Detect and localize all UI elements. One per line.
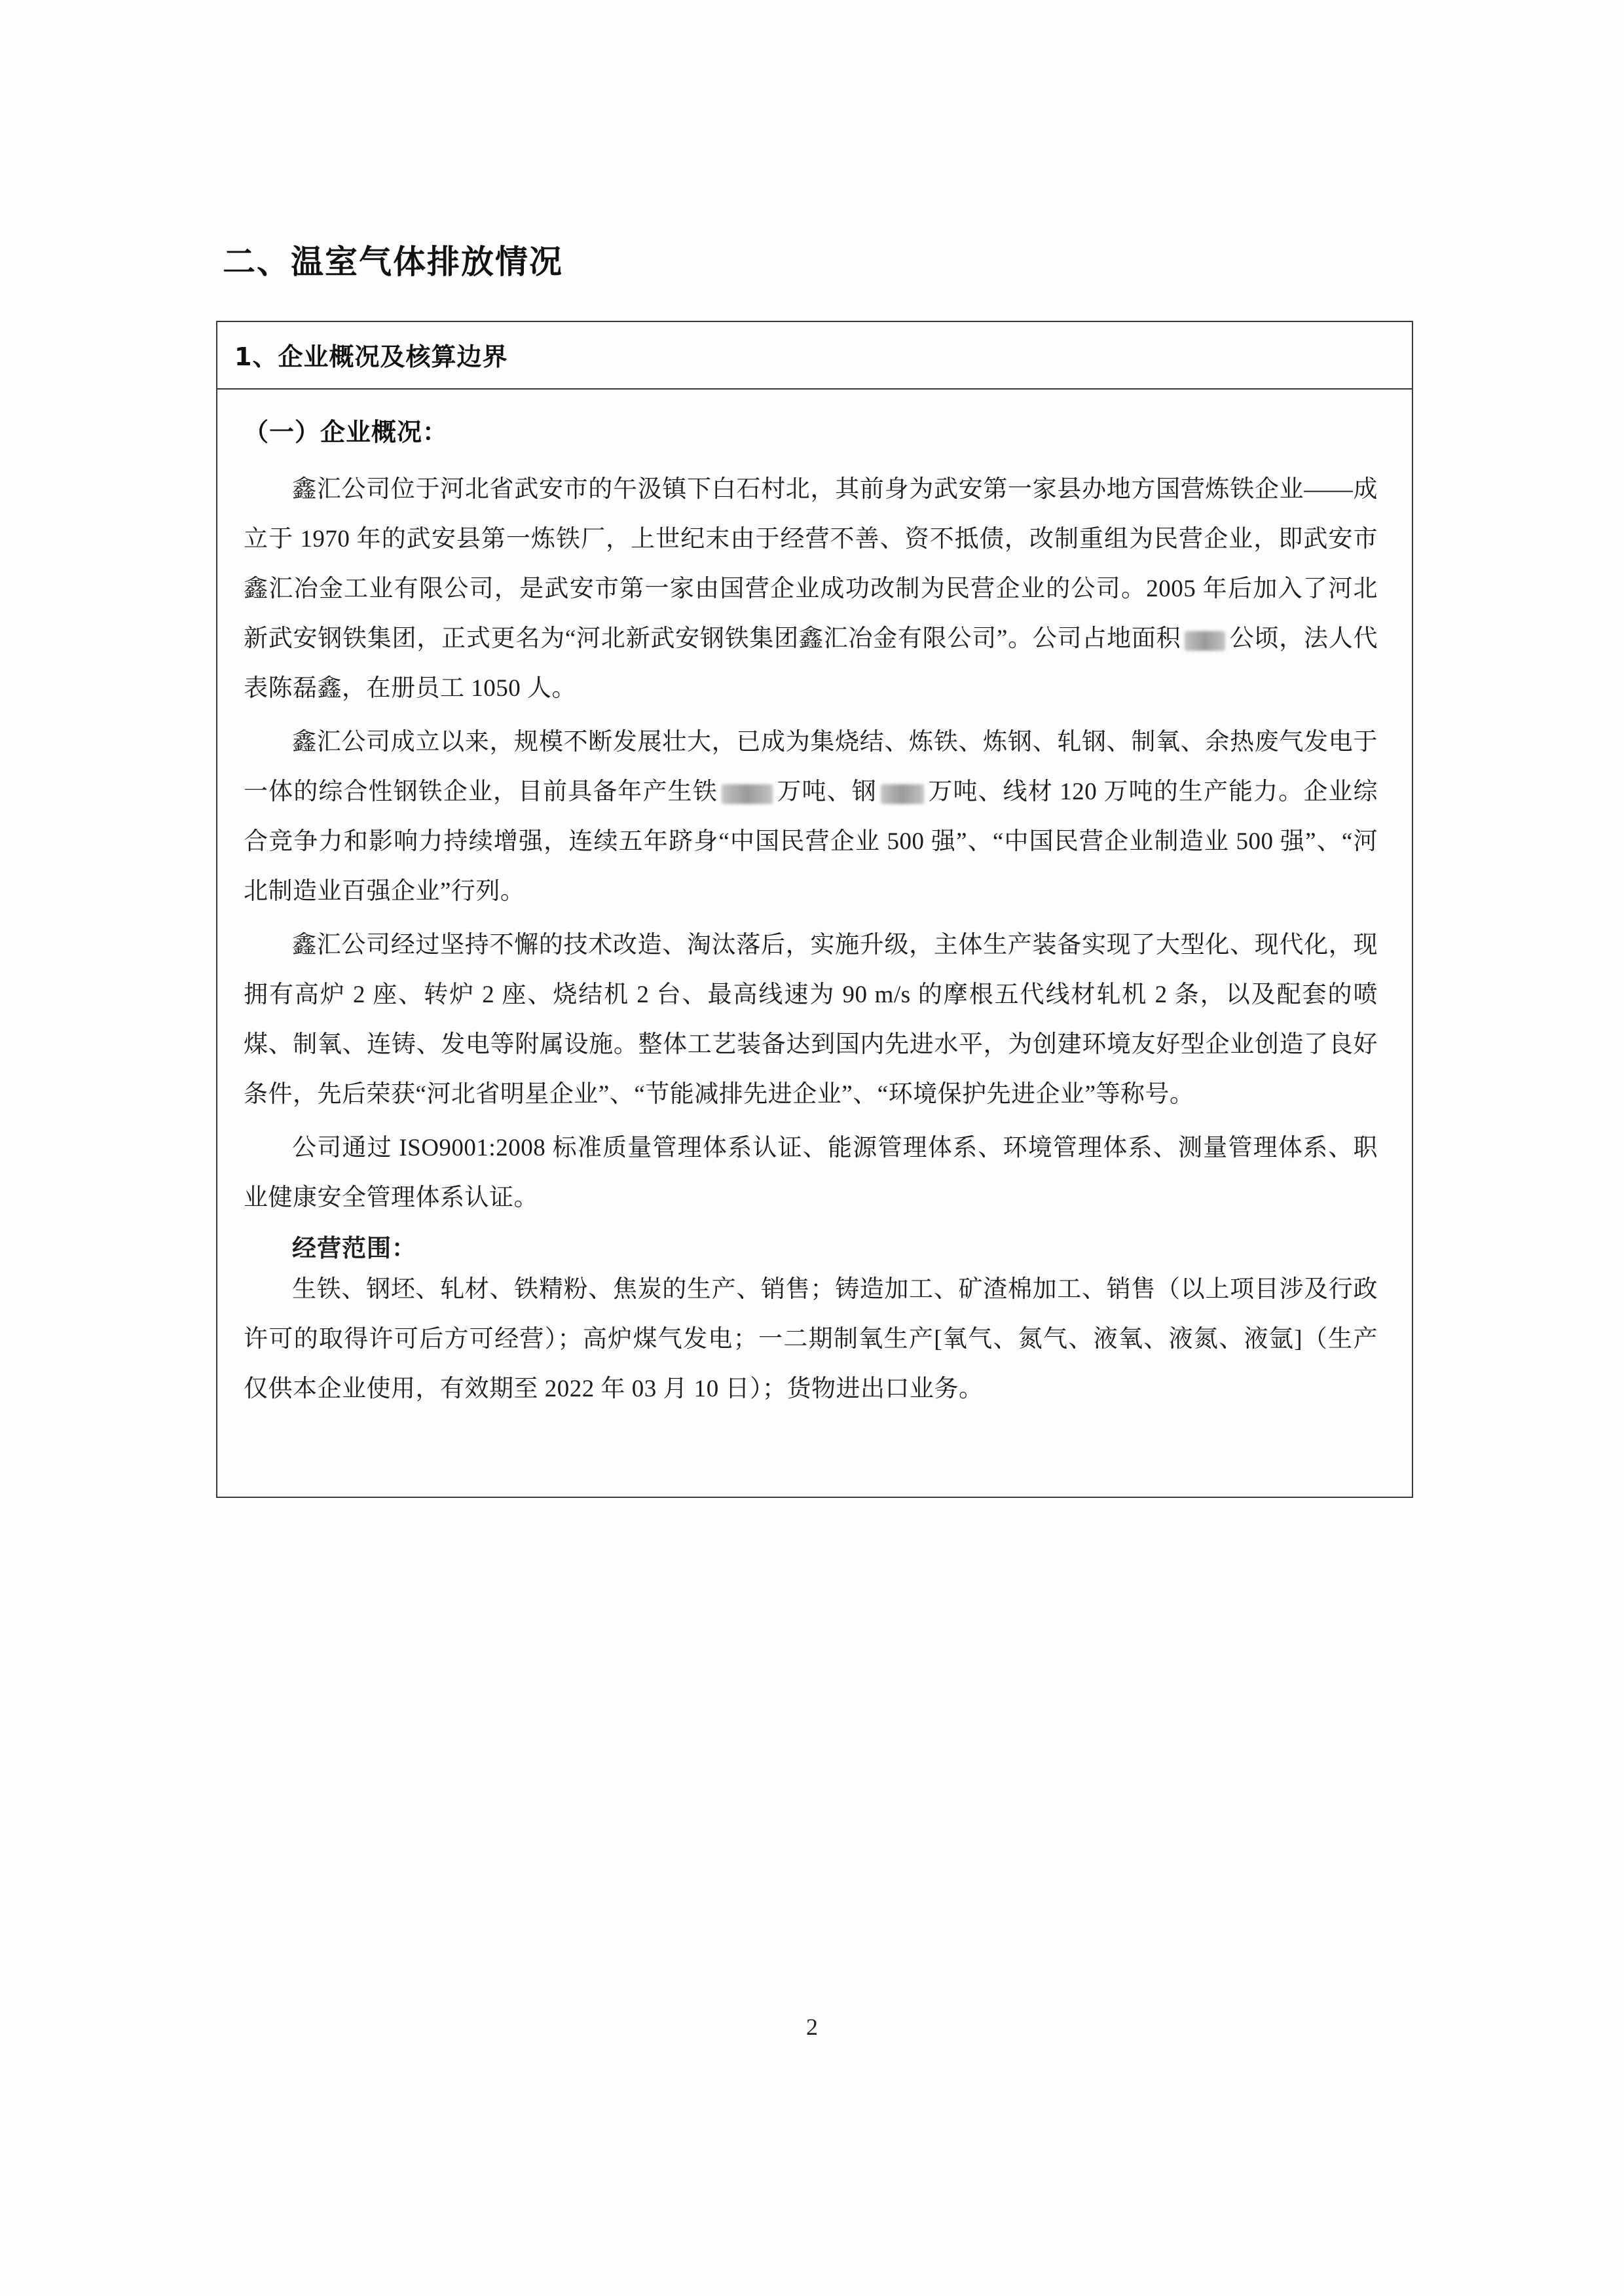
paragraph-text-part-2: 公顷，法人代表陈磊鑫，在册员工 1050 人。	[244, 625, 1378, 702]
box-header-title: 1、企业概况及核算边界	[217, 322, 1412, 390]
paragraph-company-scale	[244, 718, 1378, 917]
document-content	[216, 236, 1414, 1498]
section-title: 二、温室气体排放情况	[223, 243, 563, 281]
page-number: 2	[806, 2014, 818, 2040]
redacted-area-value	[1185, 631, 1225, 651]
paragraph-text-part-5: 万吨、线材 120 万吨的生产能力。企业综合竞争力和影响力持续增强，连续五年跻身“中国民营企业 500 强”、“中国民营企业制造业 500 强”、“河北制造业百强企业”行列。	[244, 778, 1378, 905]
paragraph-text-part-3: 鑫汇公司成立以来，规模不断发展壮大，已成为集烧结、炼铁、炼钢、轧钢、制氧、余热废气发电于一体的综合性钢铁企业，目前具备年产生铁	[244, 729, 1378, 805]
redacted-steel-output	[881, 784, 924, 804]
redacted-pig-iron-output	[722, 784, 773, 804]
subsection-heading: （一）企业概况：	[244, 418, 449, 446]
paragraph-business-scope: 生铁、钢坯、轧材、铁精粉、焦炭的生产、销售；铸造加工、矿渣棉加工、销售（以上项目涉及行政许可的取得许可后方可经营）；高炉煤气发电；一二期制氧生产[氧气、氮气、液氧、液氮、液氩]（生产仅供本企业使用，有效期至 2022 年 03 月 10 日）；货物进出口业务。	[244, 1276, 1378, 1402]
paragraph-certifications: 公司通过 ISO9001:2008 标准质量管理体系认证、能源管理体系、环境管理体系、测量管理体系、职业健康安全管理体系认证。	[244, 1135, 1378, 1211]
paragraph-technical-upgrade: 鑫汇公司经过坚持不懈的技术改造、淘汰落后，实施升级，主体生产装备实现了大型化、现代化，现拥有高炉 2 座、转炉 2 座、烧结机 2 台、最高线速为 90 m/s 的摩根五代线材轧机 2 条，以及配套的喷煤、制氧、连铸、发电等附属设施。整体工艺装备达到国内先进水平，为创建环境友好型企业创造了良好条件，先后荣获“河北省明星企业”、“节能减排先进企业”、“环境保护先进企业”等称号。	[244, 932, 1378, 1108]
paragraph-text-part-1: 鑫汇公司位于河北省武安市的午汲镇下白石村北，其前身为武安第一家县办地方国营炼铁企业——成立于 1970 年的武安县第一炼铁厂，上世纪末由于经营不善、资不抵债，改制重组为民营企业，即武安市鑫汇冶金工业有限公司，是武安市第一家由国营企业成功改制为民营企业的公司。2005 年后加入了河北新武安钢铁集团，正式更名为“河北新武安钢铁集团鑫汇冶金有限公司”。公司占地面积	[244, 476, 1378, 652]
business-scope-label: 经营范围：	[292, 1234, 416, 1262]
paragraph-text-part-4: 万吨、钢	[776, 778, 877, 805]
content-box	[216, 321, 1413, 1498]
box-body	[217, 390, 1412, 1497]
paragraph-company-overview	[244, 465, 1378, 714]
